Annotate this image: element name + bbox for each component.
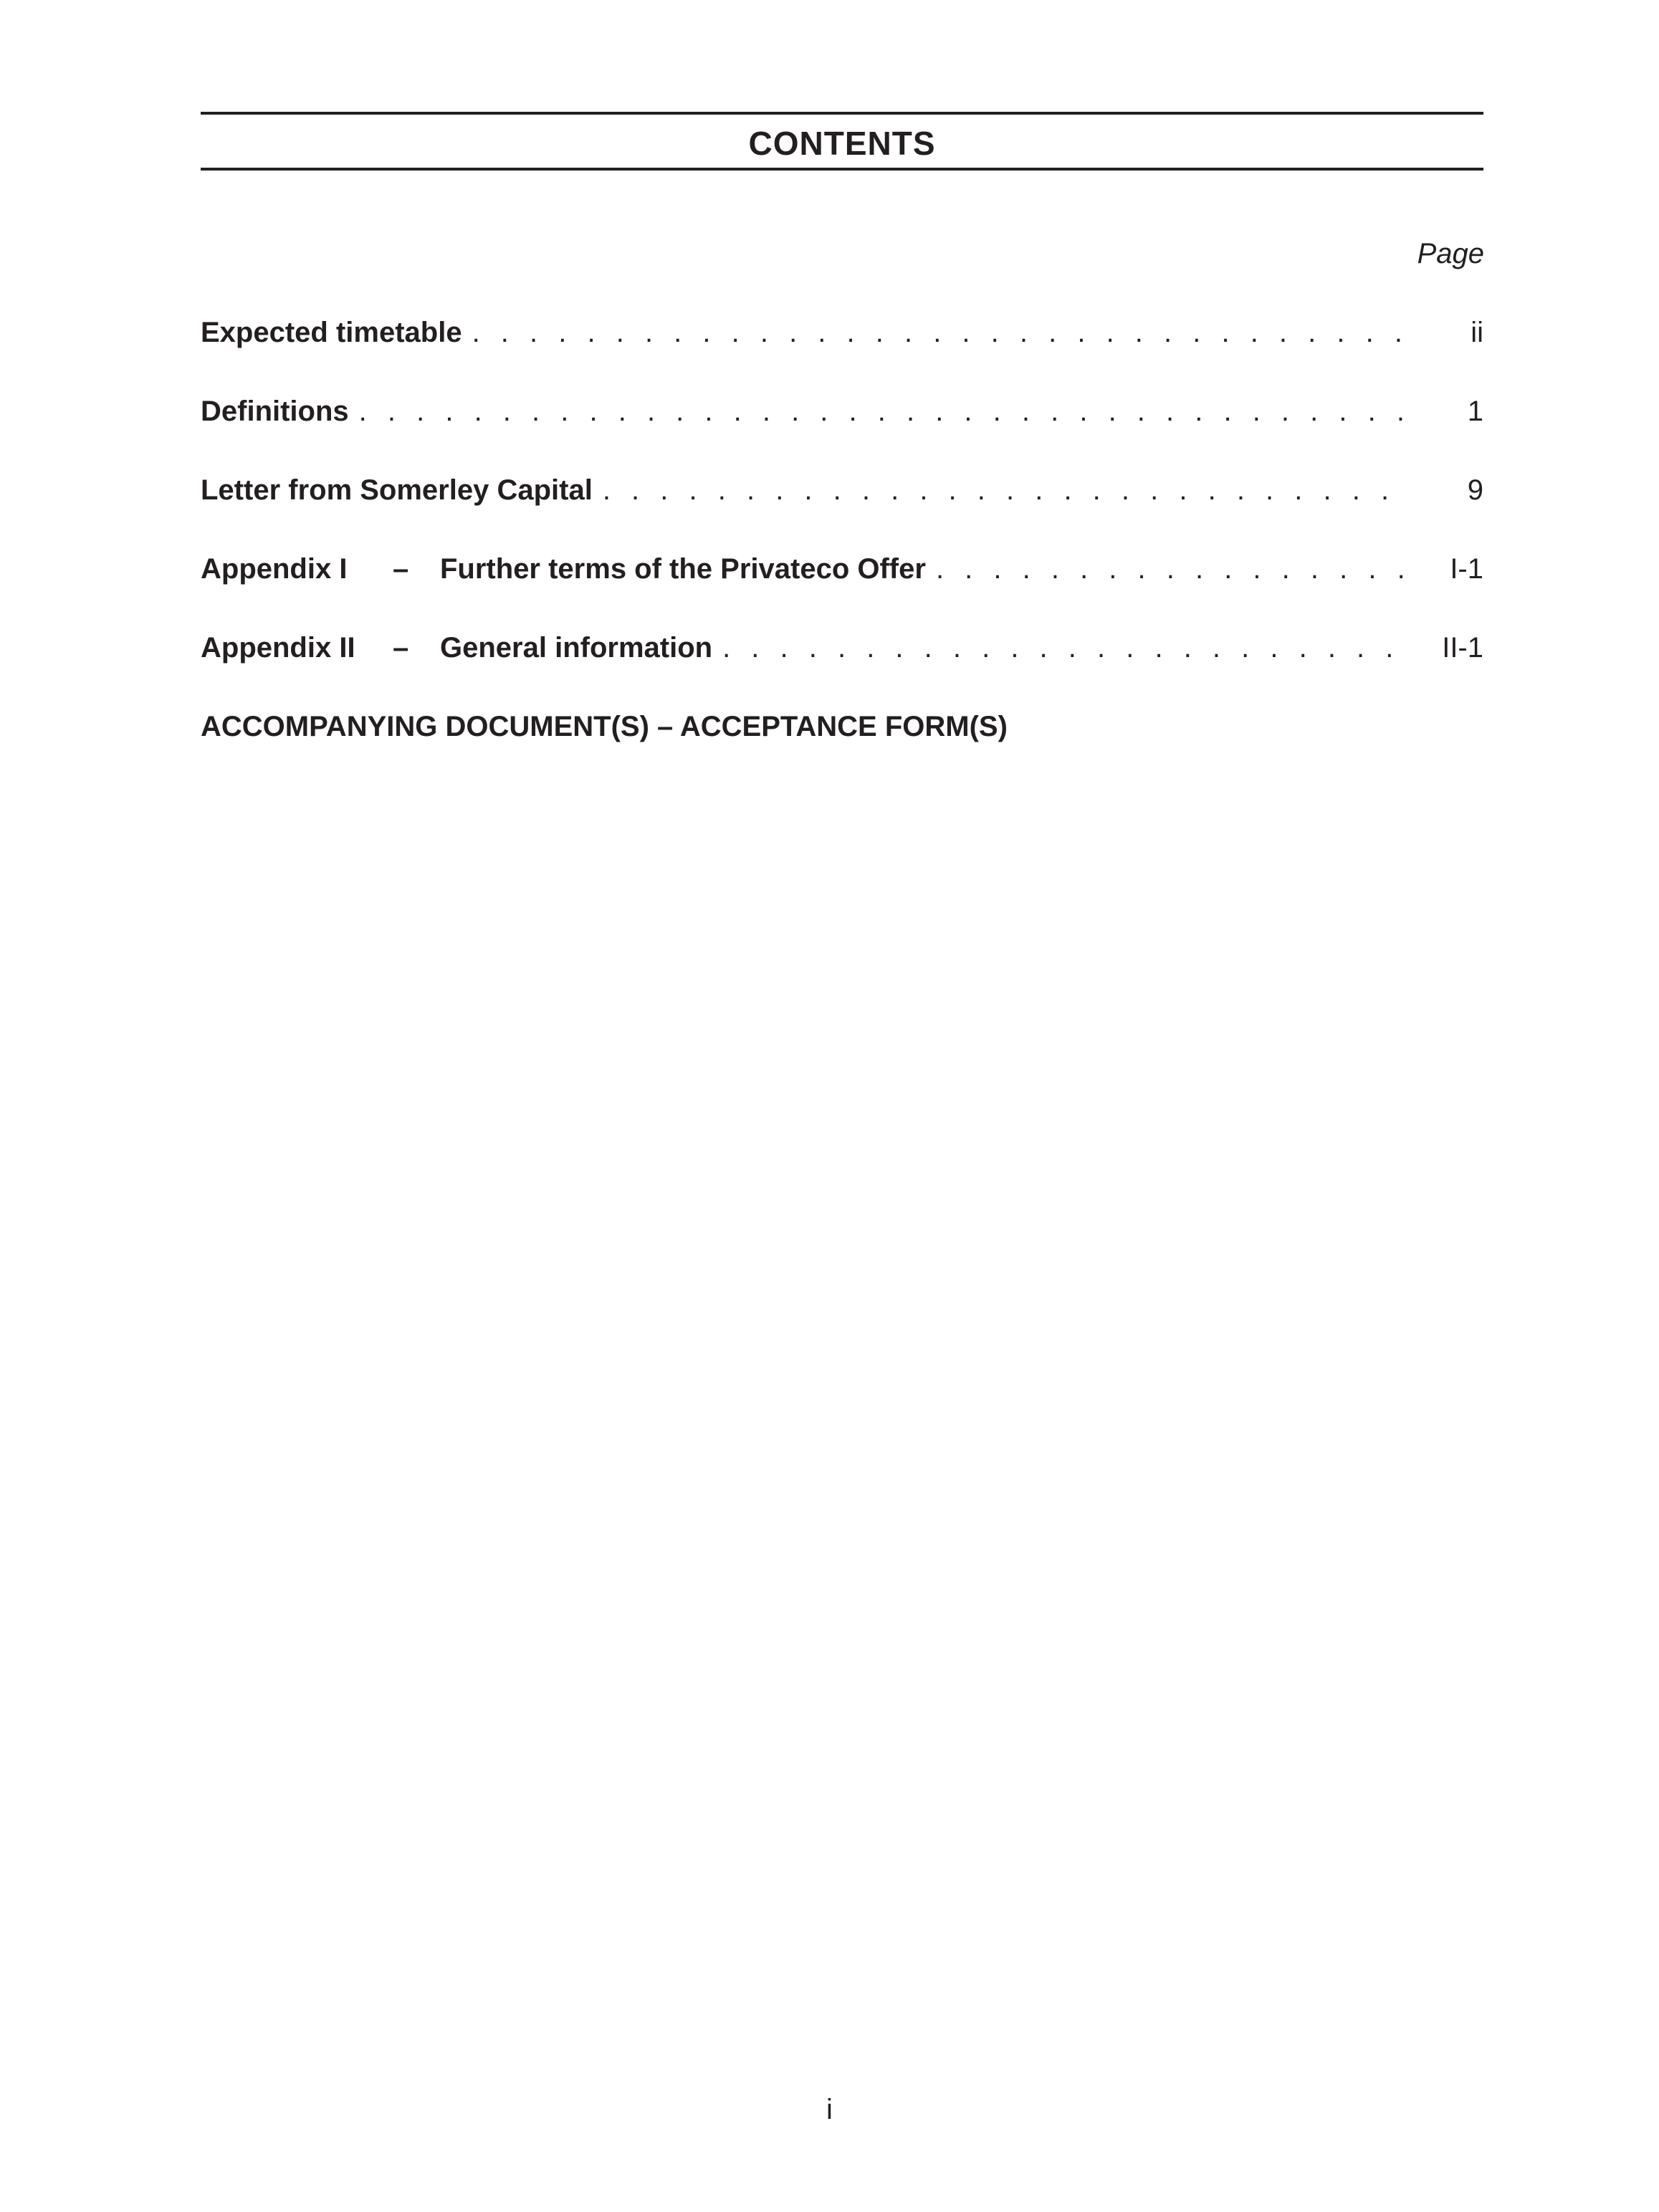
toc-entry-page: 9 xyxy=(1467,474,1483,506)
page-column-label: Page xyxy=(1417,238,1484,269)
page-title: CONTENTS xyxy=(748,125,936,162)
leader-dots xyxy=(722,629,1412,666)
appendix-dash: – xyxy=(393,632,409,664)
toc-entry-label xyxy=(201,629,712,666)
leader-dots xyxy=(359,393,1412,430)
toc-entry-appendix-ii[interactable] xyxy=(201,629,1483,666)
toc-entry-page: I-1 xyxy=(1450,553,1483,585)
toc-entry-label xyxy=(201,471,593,509)
toc-entry-page: 1 xyxy=(1467,396,1483,427)
leader-dots xyxy=(472,314,1412,351)
appendix-prefix: Appendix II xyxy=(201,632,355,664)
toc-entry-label xyxy=(201,550,926,588)
toc-entry-expected-timetable[interactable] xyxy=(201,314,1483,351)
toc-entry-title: Further terms of the Privateco Offer xyxy=(440,553,926,585)
appendix-dash: – xyxy=(393,553,409,585)
page-number: i xyxy=(826,2094,833,2125)
toc-entry-label xyxy=(201,393,349,430)
toc-entry-title: Letter from Somerley Capital xyxy=(201,474,593,506)
toc-entry-appendix-i[interactable] xyxy=(201,550,1483,588)
toc-entry-label xyxy=(201,314,462,351)
toc-entry-page: ii xyxy=(1471,317,1483,348)
toc-entry-page: II-1 xyxy=(1442,632,1483,664)
toc-entry-title: General information xyxy=(440,632,713,664)
leader-dots xyxy=(936,550,1412,588)
toc-entry-letter-from-somerley-capital[interactable] xyxy=(201,471,1483,509)
contents-header xyxy=(201,112,1483,171)
toc-entry-title: Definitions xyxy=(201,396,349,427)
leader-dots xyxy=(603,471,1412,509)
appendix-prefix: Appendix I xyxy=(201,553,348,585)
toc-entry-definitions[interactable] xyxy=(201,393,1483,430)
accompanying-documents-heading: ACCOMPANYING DOCUMENT(S) – ACCEPTANCE FORM(S) xyxy=(201,711,1008,742)
toc-entry-title: Expected timetable xyxy=(201,317,462,348)
